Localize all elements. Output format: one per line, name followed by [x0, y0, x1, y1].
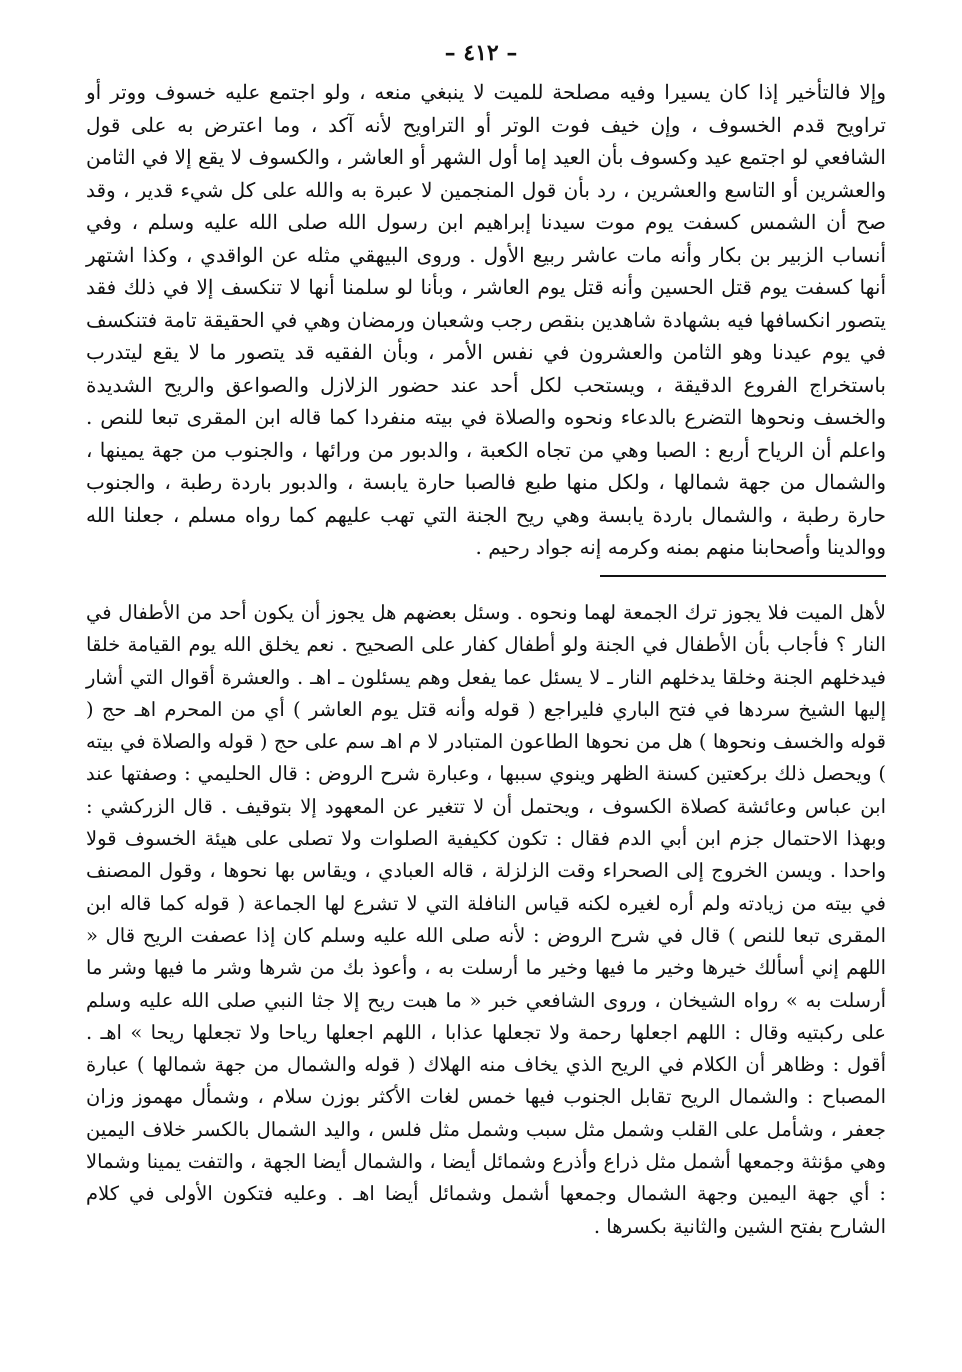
footnote-body-text: [86, 597, 886, 1243]
page-number: – ٤١٢ –: [444, 40, 518, 66]
footnote-divider: [600, 575, 886, 577]
footnote-paragraph: لأهل الميت فلا يجوز ترك الجمعة لهما ونحوه . وسئل بعضهم هل يجوز أن يكون أحد من الأطفال في النار ؟ فأجاب بأن الأطفال في الجنة ولو أطفال كفار على الصحيح . نعم يخلق الله يوم القيامة خلقا فيدخلهم الجنة وخلقا يدخلهم النار ـ لا يسئل عما يفعل وهم يسئلون ـ اهـ . والعشرة أقوال التي أشار إليها الشيخ سردها في فتح الباري فليراجع ( قوله وأنه قتل يوم العاشر ) أي من المحرم اهـ حج ( قوله والخسف ونحوها ) هل من نحوها الطاعون المتبادر لا م اهـ سم على حج ( قوله والصلاة في بيته ) ويحصل ذلك بركعتين كسنة الظهر وينوي سببها ، وعبارة شرح الروض : قال الحليمي : وصفتها عند ابن عباس وعائشة كصلاة الكسوف ، ويحتمل أن لا تتغير عن المعهود إلا بتوقيف . قال الزركشي : وبهذا الاحتمال جزم ابن أبي الدم فقال : تكون ككيفية الصلوات ولا تصلى على هيئة الخسوف قولا واحدا . ويسن الخروج إلى الصحراء وقت الزلزلة ، قاله العبادي ، ويقاس بها نحوها ، وقول المصنف في بيته من زيادته ولم أره لغيره لكنه قياس النافلة التي لا تشرع لها الجماعة ( قوله كما قاله ابن المقرى تبعا للنص ) قال في شرح الروض : لأنه صلى الله عليه وسلم كان إذا عصفت الريح قال « اللهم إني أسألك خيرها وخير ما فيها وخير ما أرسلت به ، وأعوذ بك من شرها وشر ما فيها وشر ما أرسلت به » رواه الشيخان ، وروى الشافعي خبر « ما هبت ريح إلا جثا النبي صلى الله عليه وسلم على ركبتيه وقال : اللهم اجعلها رحمة ولا تجعلها عذابا ، اللهم اجعلها رياحا ولا تجعلها ريحا » اهـ . أقول : وظاهر أن الكلام في الريح الذي يخاف منه الهلاك ( قوله والشمال من جهة شمالها ) عبارة المصباح : والشمال الريح تقابل الجنوب فيها خمس لغات الأكثر بوزن سلام ، وشمأل مهموز وزان جعفر ، وشأمل على القلب وشمل مثل سبب وشمل مثل فلس ، واليد الشمال بالكسر خلاف اليمين وهي مؤنثة وجمعها أشمل مثل ذراع وأذرع وشمائل أيضا ، والشمال أيضا الجهة ، والتفت يمينا وشمالا : أي جهة اليمين وجهة الشمال وجمعها أشمل وشمائل أيضا اهـ . وعليه فتكون الأولى في كلام الشارح بفتح الشين والثانية بكسرها .: [86, 601, 886, 1238]
main-paragraph: وإلا فالتأخير إذا كان يسيرا وفيه مصلحة للميت لا ينبغي منعه ، ولو اجتمع عليه خسوف ووتر أو تراويح قدم الخسوف ، وإن خيف فوت الوتر أو التراويح لأنه آكد ، وما اعترض به على قول الشافعي لو اجتمع عيد وكسوف بأن العيد إما أول الشهر أو العاشر ، والكسوف لا يقع إلا في الثامن والعشرين أو التاسع والعشرين ، رد بأن قول المنجمين لا عبرة به والله على كل شيء قدير ، وقد صح أن الشمس كسفت يوم موت سيدنا إبراهيم ابن رسول الله صلى الله عليه وسلم ، وفي أنساب الزبير بن بكار وأنه مات عاشر ربيع الأول . وروى البيهقي مثله عن الواقدي ، وكذا اشتهر أنها كسفت يوم قتل الحسين وأنه قتل يوم العاشر ، وبأنا لو سلمنا أنها لا تنكسف إلا في ذلك فقد يتصور انكسافها فيه بشهادة شاهدين بنقص رجب وشعبان ورمضان وهي في الحقيقة تامة فتنكسف في يوم عيدنا وهو الثامن والعشرون في نفس الأمر ، وبأن الفقيه قد يتصور ما لا يقع ليتدرب باستخراج الفروع الدقيقة ، ويستحب لكل أحد عند حضور الزلازل والصواعق والريح الشديدة والخسف ونحوها التضرع بالدعاء ونحوه والصلاة في بيته منفردا كما قاله ابن المقرى تبعا للنص . واعلم أن الرياح أربع : الصبا وهي من تجاه الكعبة ، والدبور من ورائها ، والجنوب من جهة يمينها ، والشمال من جهة شمالها ، ولكل منها طبع فالصبا حارة يابسة ، والدبور باردة رطبة ، والجنوب حارة رطبة ، والشمال باردة يابسة وهي ريح الجنة التي تهب عليهم كما رواه مسلم ، جعلنا الله ووالدينا وأصحابنا منهم بمنه وكرمه إنه جواد رحيم .: [86, 80, 886, 559]
main-body-text: [86, 76, 886, 564]
